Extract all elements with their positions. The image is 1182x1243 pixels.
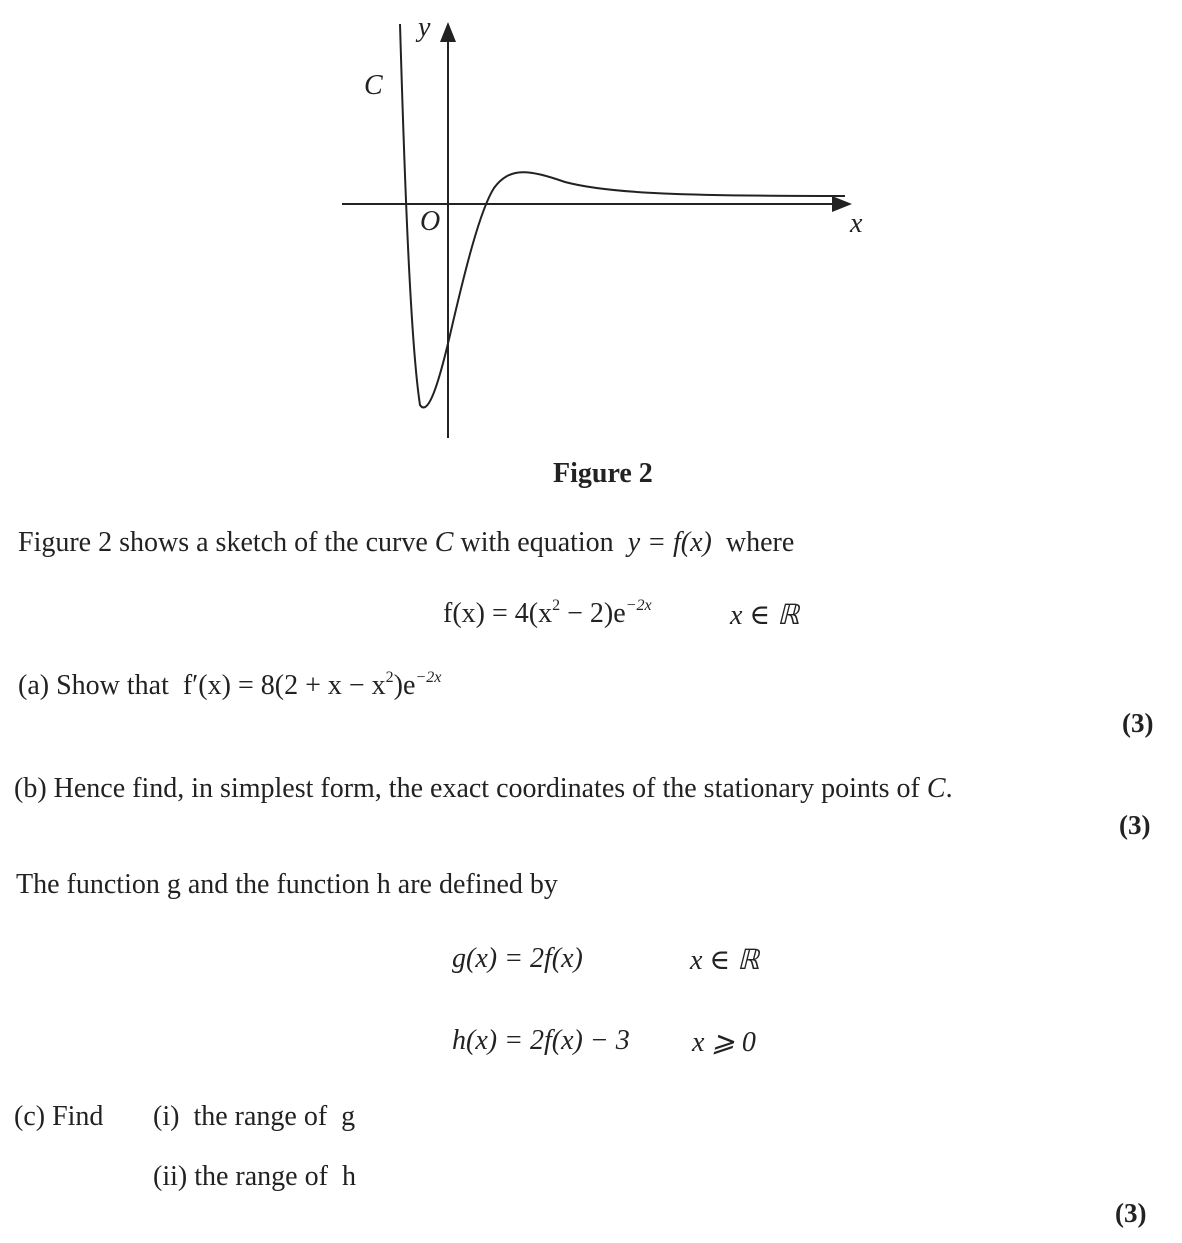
curve-c xyxy=(400,24,845,407)
y-axis-label: y xyxy=(418,12,431,43)
part-b-end: . xyxy=(945,773,953,804)
intro-equation: y = f(x) xyxy=(627,527,712,558)
part-b xyxy=(14,773,953,805)
part-c-ii-fn: h xyxy=(341,1161,356,1192)
origin-label: O xyxy=(420,206,441,237)
intro-before: Figure 2 shows a sketch of the curve xyxy=(18,527,428,558)
f-definition xyxy=(443,598,652,630)
f-domain: x ∈ ℝ xyxy=(730,600,800,631)
f-def-rhs: − 2)e xyxy=(560,598,626,629)
x-axis-arrow xyxy=(832,196,852,212)
x-axis-label: x xyxy=(850,208,863,239)
intro-mid: with equation xyxy=(460,527,614,558)
h-definition: h(x) = 2f(x) − 3 xyxy=(452,1025,630,1056)
part-a-exponent: −2x xyxy=(415,669,442,686)
part-a-text: Show that xyxy=(56,670,169,701)
curve-label: C xyxy=(364,70,383,101)
f-def-lhs: f(x) = 4(x xyxy=(443,598,553,629)
curve-sketch-figure xyxy=(330,10,870,450)
functions-intro: The function g and the function h are defined by xyxy=(16,869,558,900)
g-domain: x ∈ ℝ xyxy=(690,945,760,976)
part-c-ii-text: the range of xyxy=(194,1161,328,1192)
part-c-label: (c) xyxy=(14,1101,46,1132)
part-a-marks: (3) xyxy=(1122,708,1154,738)
part-c-ii xyxy=(153,1161,356,1193)
figure-caption: Figure 2 xyxy=(553,458,653,489)
part-a-label: (a) xyxy=(18,670,50,701)
part-a-expr-end: )e xyxy=(393,670,416,701)
part-a-power: 2 xyxy=(385,669,394,686)
part-c-i-text: the range of xyxy=(193,1101,328,1132)
h-domain: x ⩾ 0 xyxy=(692,1027,756,1058)
part-b-text: Hence find, in simplest form, the exact coordinates of the stationary points of xyxy=(53,773,920,804)
part-c-i-fn: g xyxy=(341,1101,356,1132)
part-c-i xyxy=(153,1101,355,1133)
part-c-text: Find xyxy=(52,1101,104,1132)
part-b-marks: (3) xyxy=(1119,810,1151,840)
part-b-label: (b) xyxy=(14,773,47,804)
part-c-marks: (3) xyxy=(1115,1198,1147,1228)
y-axis-arrow xyxy=(440,22,456,42)
intro-curve-name: C xyxy=(434,527,454,558)
intro-text xyxy=(18,527,794,559)
part-c-i-label: (i) xyxy=(153,1101,180,1132)
part-a xyxy=(18,670,441,702)
f-def-exponent: −2x xyxy=(625,597,652,614)
intro-after: where xyxy=(725,527,795,558)
part-c-ii-label: (ii) xyxy=(153,1161,188,1192)
g-definition: g(x) = 2f(x) xyxy=(452,943,583,974)
f-def-power: 2 xyxy=(552,597,561,614)
part-a-expr: f′(x) = 8(2 + x − x xyxy=(182,670,386,701)
part-c xyxy=(14,1101,103,1133)
part-b-curve-name: C xyxy=(926,773,946,804)
